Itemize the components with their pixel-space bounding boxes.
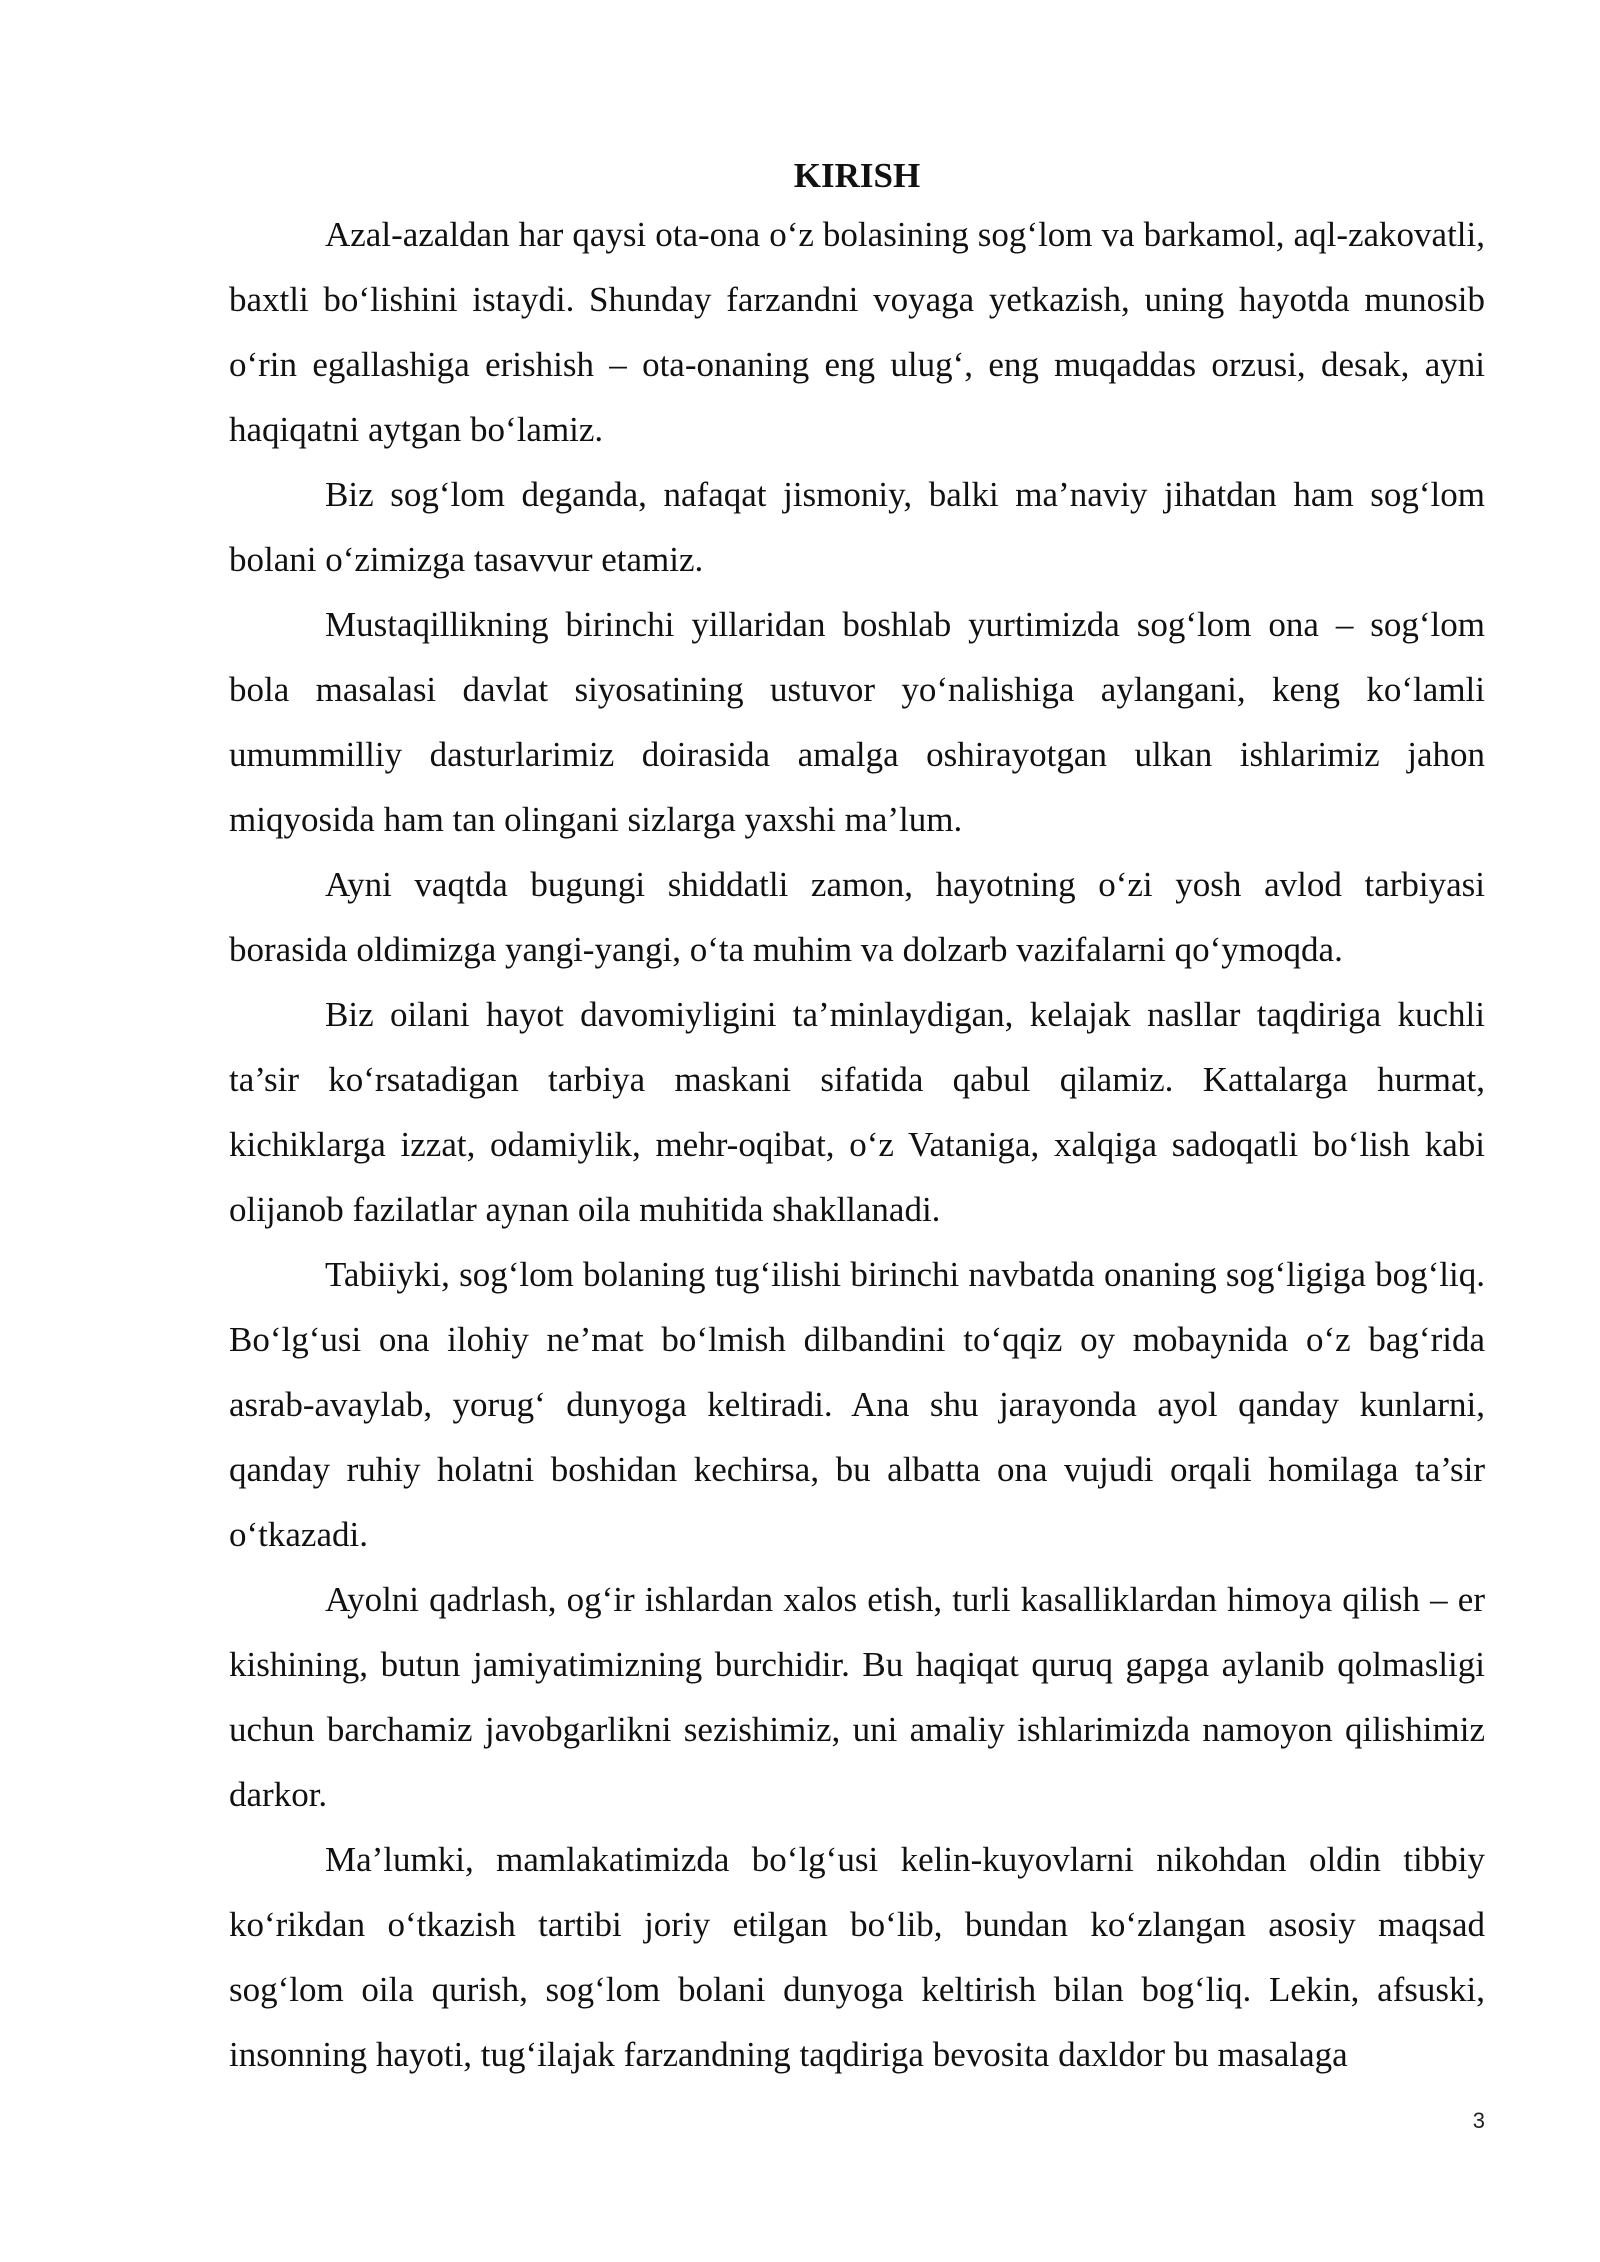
paragraph-3: Mustaqillikning birinchi yillaridan boshlab yurtimizda sog‘lom ona – sog‘lom bola masalasi davlat siyosatining ustuvor yo‘nalishiga aylangani, keng ko‘lamli umummilliy dasturlarimiz doirasida amalga oshirayotgan ulkan ishlarimiz jahon miqyosida ham tan olingani sizlarga yaxshi ma’lum. — [229, 605, 1485, 839]
paragraph-8: Ma’lumki, mamlakatimizda bo‘lg‘usi kelin-kuyovlarni nikohdan oldin tibbiy ko‘rikdan o‘tkazish tartibi joriy etilgan bo‘lib, bundan ko‘zlangan asosiy maqsad sog‘lom oila qurish, sog‘lom bolani dunyoga keltirish bilan bog‘liq. Lekin, afsuski, insonning hayoti, tug‘ilajak farzandning taqdiriga bevosita daxldor bu masalaga — [229, 1840, 1485, 2074]
paragraph-5: Biz oilani hayot davomiyligini ta’minlaydigan, kelajak nasllar taqdiriga kuchli ta’sir ko‘rsatadigan tarbiya maskani sifatida qabul qilamiz. Kattalarga hurmat, kichiklarga izzat, odamiylik, mehr-oqibat, o‘z Vataniga, xalqiga sadoqatli bo‘lish kabi olijanob fazilatlar aynan oila muhitida shakllanadi. — [229, 995, 1485, 1229]
paragraph-2: Biz sog‘lom deganda, nafaqat jismoniy, balki ma’naviy jihatdan ham sog‘lom bolani o‘zimizga tasavvur etamiz. — [229, 475, 1485, 579]
page-title: KIRISH — [793, 156, 921, 195]
page-content — [229, 150, 1485, 2087]
paragraph-4: Ayni vaqtda bugungi shiddatli zamon, hayotning o‘zi yosh avlod tarbiyasi borasida oldimizga yangi-yangi, o‘ta muhim va dolzarb vazifalarni qo‘ymoqda. — [229, 865, 1485, 969]
paragraph-6: Tabiiyki, sog‘lom bolaning tug‘ilishi birinchi navbatda onaning sog‘ligiga bog‘liq. Bo‘lg‘usi ona ilohiy ne’mat bo‘lmish dilbandini to‘qqiz oy mobaynida o‘z bag‘rida asrab-avaylab, yorug‘ dunyoga keltiradi. Ana shu jarayonda ayol qanday kunlarni, qanday ruhiy holatni boshidan kechirsa, bu albatta ona vujudi orqali homilaga ta’sir o‘tkazadi. — [229, 1255, 1485, 1554]
page-number: 3 — [1472, 2108, 1485, 2133]
paragraph-7: Ayolni qadrlash, og‘ir ishlardan xalos etish, turli kasalliklardan himoya qilish – er kishining, butun jamiyatimizning burchidir. Bu haqiqat quruq gapga aylanib qolmasligi uchun barchamiz javobgarlikni sezishimiz, uni amaliy ishlarimizda namoyon qilishimiz darkor. — [229, 1580, 1485, 1814]
paragraph-1: Azal-azaldan har qaysi ota-ona o‘z bolasining sog‘lom va barkamol, aql-zakovatli, baxtli bo‘lishini istaydi. Shunday farzandni voyaga yetkazish, uning hayotda munosib o‘rin egallashiga erishish – ota-onaning eng ulug‘, eng muqaddas orzusi, desak, ayni haqiqatni aytgan bo‘lamiz. — [229, 215, 1485, 449]
